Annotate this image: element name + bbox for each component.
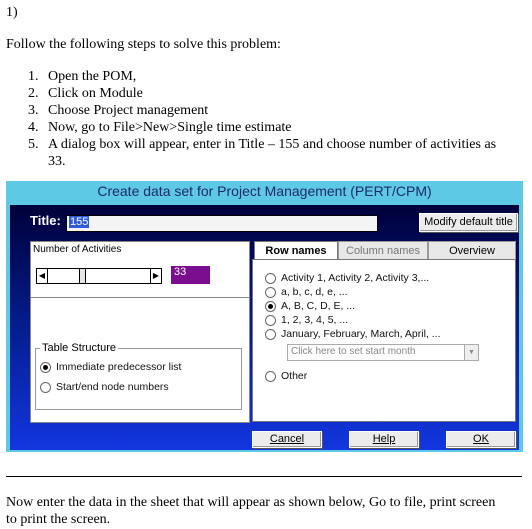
help-button[interactable]: Help: [349, 431, 419, 448]
activities-label: Number of Activities: [33, 244, 122, 255]
dialog-window: [6, 181, 523, 452]
option-months-radio[interactable]: [265, 329, 276, 340]
activities-group: [30, 241, 250, 299]
dialog-title: Create data set for Project Management (PERT/CPM): [97, 183, 432, 199]
problem-number: 1): [6, 5, 18, 20]
option-months-label: January, February, March, April, ...: [281, 328, 441, 340]
table-structure-label: Table Structure: [42, 342, 116, 354]
cancel-button[interactable]: Cancel: [252, 431, 322, 448]
activities-scrollbar[interactable]: [36, 268, 162, 284]
option-lowercase-label: a, b, c, d, e, ...: [281, 286, 348, 298]
dialog-body: [10, 205, 519, 450]
option-uppercase-label: A, B, C, D, E, ...: [281, 300, 356, 312]
title-input[interactable]: [66, 215, 378, 232]
steps-list: [6, 68, 526, 170]
list-item: 2. Click on Module: [28, 86, 143, 101]
list-item: 4. Now, go to File>New>Single time estimate: [28, 120, 292, 135]
option-activity-radio[interactable]: [265, 273, 276, 284]
title-label: Title:: [30, 213, 61, 228]
option-lowercase-radio[interactable]: [265, 287, 276, 298]
list-item: 3. Choose Project management: [28, 103, 209, 118]
tab-overview[interactable]: Overview: [428, 241, 516, 261]
chevron-down-icon[interactable]: ▼: [464, 345, 478, 360]
tab-column-names[interactable]: Column names: [338, 241, 428, 261]
title-input-value: 155: [70, 216, 89, 228]
start-end-node-label: Start/end node numbers: [56, 381, 169, 393]
scroll-left-icon[interactable]: ◀: [37, 269, 48, 283]
list-item: 33.: [48, 154, 66, 169]
table-structure-panel: [30, 297, 250, 423]
scroll-right-icon[interactable]: ▶: [150, 269, 161, 283]
option-activity-label: Activity 1, Activity 2, Activity 3,...: [281, 272, 430, 284]
option-numbers-radio[interactable]: [265, 315, 276, 326]
start-month-select[interactable]: [287, 344, 479, 361]
activities-count: 33: [171, 266, 210, 284]
start-month-placeholder: Click here to set start month: [291, 346, 416, 357]
row-names-tabpanel: [252, 241, 516, 421]
table-structure-group: [35, 342, 242, 410]
option-other-radio[interactable]: [265, 371, 276, 382]
list-item: 5. A dialog box will appear, enter in Title – 155 and choose number of activities as: [28, 137, 497, 152]
row-names-options: [252, 259, 516, 422]
option-numbers-label: 1, 2, 3, 4, 5, ...: [281, 314, 349, 326]
intro-text: Follow the following steps to solve this problem:: [6, 37, 281, 52]
immediate-predecessor-radio[interactable]: [40, 362, 51, 373]
immediate-predecessor-label: Immediate predecessor list: [56, 361, 182, 373]
modify-default-title-button[interactable]: Modify default title: [419, 213, 518, 232]
option-uppercase-radio[interactable]: [265, 301, 276, 312]
scroll-thumb[interactable]: [79, 269, 86, 283]
divider: [6, 476, 522, 477]
footer-line-2: to print the screen.: [6, 512, 111, 527]
option-other-label: Other: [281, 370, 308, 382]
footer-line-1: Now enter the data in the sheet that will appear as shown below, Go to file, print screen: [6, 495, 496, 510]
start-end-node-radio[interactable]: [40, 382, 51, 393]
list-item: 1. Open the POM,: [28, 69, 137, 84]
tab-row-names[interactable]: Row names: [254, 241, 338, 260]
ok-button[interactable]: OK: [446, 431, 516, 448]
